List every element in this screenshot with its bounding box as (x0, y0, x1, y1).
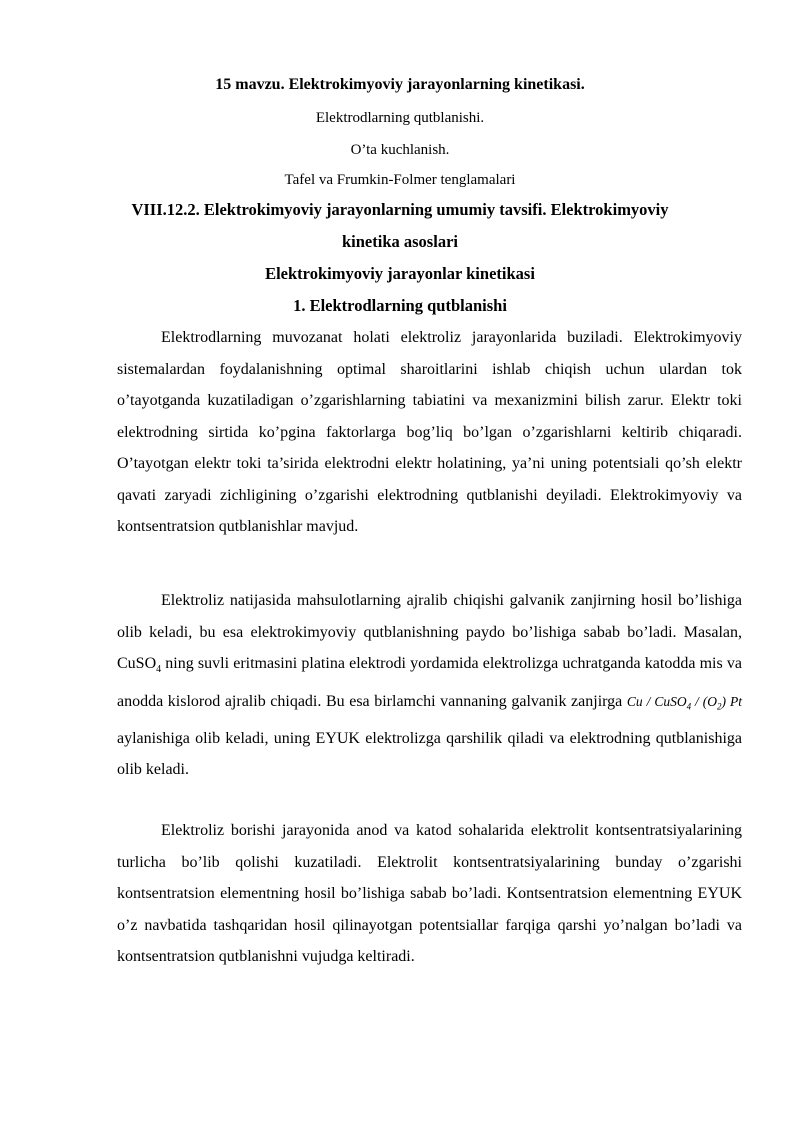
paragraph-3: Elektroliz borishi jarayonida anod va katod sohalarida elektrolit kontsentratsiyalarining turlicha bo’lib qolishi kuzatiladi. Elektrolit kontsentratsiyalarining bunday o’zgarishi kontsentratsion elementning hosil bo’lishiga sabab bo’ladi. Kontsentratsion elementning EYUK o’z navbatida tashqaridan hosil qilinayotgan potentsiallar farqiga qarshi yo’nalgan bo’ladi va kontsentratsion qutblanishni vujudga keltiradi. (117, 822, 742, 965)
formula-separator-2: / (691, 693, 703, 709)
formula-o: O (707, 693, 718, 709)
formula-pt: Pt (726, 693, 742, 709)
formula-separator-1: / (642, 693, 655, 709)
subtopic-equations: Tafel va Frumkin-Folmer tenglamalari (284, 172, 516, 188)
paragraph-2-text-c: aylanishiga olib keladi, uning EYUK elektrolizga qarshilik qiladi va elektrodning qutblanishiga olib keladi. (117, 729, 742, 779)
paragraph-2-text-a: Elektroliz natijasida mahsulotlarning ajralib chiqishi galvanik zanjirning hosil bo’lishiga olib keladi, bu esa elektrokimyoviy qutblanishning paydo bo’lishiga sabab bo’ladi. Masalan, CuSO (117, 592, 742, 672)
formula-cuso-subscript: 4 (686, 701, 692, 712)
paragraph-2-subscript: 4 (156, 664, 162, 676)
section-subheading: Elektrokimyoviy jarayonlar kinetikasi (265, 264, 535, 283)
galvanic-chain-formula (626, 693, 742, 712)
subtopic-polarization: Elektrodlarning qutblanishi. (315, 110, 485, 126)
formula-cu: Cu (626, 693, 643, 709)
paragraph-1: Elektrodlarning muvozanat holati elektroliz jarayonlarida buziladi. Elektrokimyoviy sistemalardan foydalanishning optimal sharoitlarini ishlab chiqish uchun ulardan tok o’tayotganda kuzatiladigan o’zgarishlarning tabiatini va mexanizmini bilish zarur. Elektr toki elektrodning sirtida ko’pgina faktorlarga bog’liq bo’lgan o’zgarishlarni keltirib chiqaradi. O’tayotgan elektr toki ta’sirida elektrodni elektr holatining, ya’ni uning potentsiali qo’sh elektr qavati zaryadi zichligining o’zgarishi elektrodning qutblanishi deyiladi. Elektrokimyoviy va kontsentratsion qutblanishlar mavjud. (117, 329, 742, 535)
paragraph-2 (117, 585, 742, 786)
formula-paren-close: ) (721, 693, 727, 709)
numbered-heading: 1. Elektrodlarning qutblanishi (293, 296, 507, 315)
formula-paren-open: ( (702, 693, 708, 709)
formula-cuso: CuSO (654, 693, 687, 709)
section-heading-line1: VIII.12.2. Elektrokimyoviy jarayonlarning umumiy tavsifi. Elektrokimyoviy (131, 200, 669, 219)
section-heading-line2: kinetika asoslari (342, 232, 458, 251)
formula-o-subscript: 2 (717, 701, 722, 712)
subtopic-overvoltage: O’ta kuchlanish. (350, 142, 450, 158)
paragraph-2-text-b: ning suvli eritmasini platina elektrodi yordamida elektrolizga uchratganda katodda mis va anodda kislorod ajralib chiqadi. Bu esa birlamchi vannaning galvanik zanjirga (117, 655, 742, 710)
topic-title: 15 mavzu. Elektrokimyoviy jarayonlarning kinetikasi. (215, 76, 585, 93)
